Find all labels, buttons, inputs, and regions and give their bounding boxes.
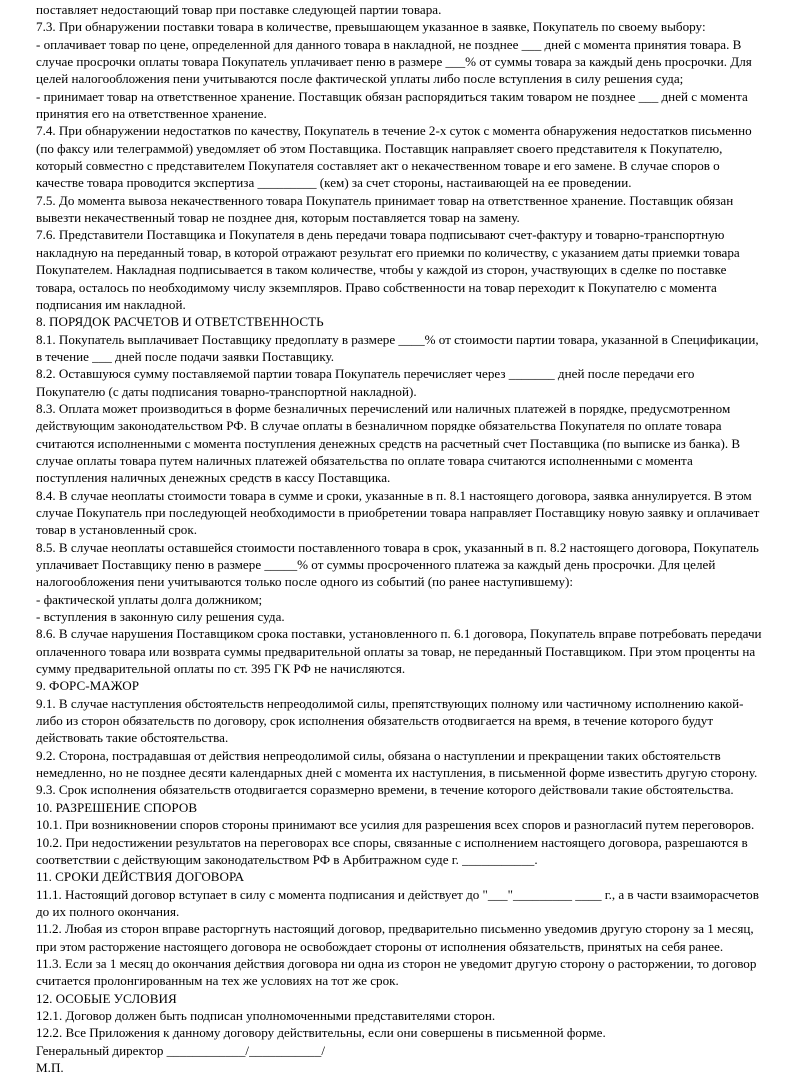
contract-paragraph: - вступления в законную силу решения суда. bbox=[36, 609, 285, 625]
section-heading: 8. ПОРЯДОК РАСЧЕТОВ И ОТВЕТСТВЕННОСТЬ bbox=[36, 314, 324, 330]
contract-paragraph: 12.1. Договор должен быть подписан уполномоченными представителями сторон. bbox=[36, 1007, 496, 1023]
contract-paragraph: 8.5. В случае неоплаты оставшейся стоимости поставленного товара в срок, указанный в п. 8.2 настоящего договора, Покупатель уплачивает Поставщику пеню в размере _____% от суммы просроченного платежа за каждый день просрочки. Для целей налогообложения пени учитываются только после одного из событий (по ранее наступившему): bbox=[36, 539, 759, 590]
signature-line: М.П. bbox=[36, 1059, 64, 1075]
section-heading: 9. ФОРС-МАЖОР bbox=[36, 678, 139, 694]
contract-paragraph: 10.1. При возникновении споров стороны принимают все усилия для разрешения всех споров и разногласий путем переговоров. bbox=[36, 817, 755, 833]
contract-paragraph: 9.1. В случае наступления обстоятельств непреодолимой силы, препятствующих полному или частичному исполнению какой-либо из сторон обязательств по договору, срок исполнения обязательств отодвигается на время, в течение которого будут действовать такие обстоятельства. bbox=[36, 695, 744, 746]
contract-paragraph: - фактической уплаты долга должником; bbox=[36, 591, 263, 607]
section-heading: 12. ОСОБЫЕ УСЛОВИЯ bbox=[36, 990, 177, 1006]
contract-paragraph: поставляет недостающий товар при поставке следующей партии товара. bbox=[36, 2, 442, 17]
document-body bbox=[36, 1, 765, 1076]
section-heading: 10. РАЗРЕШЕНИЕ СПОРОВ bbox=[36, 799, 198, 815]
contract-paragraph: 11.1. Настоящий договор вступает в силу с момента подписания и действует до "___"_________ ____ г., а в части взаиморасчетов до их полного окончания. bbox=[36, 886, 759, 919]
contract-paragraph: 8.6. В случае нарушения Поставщиком срока поставки, установленного п. 6.1 договора, Покупатель вправе потребовать передачи оплаченного товара или возврата суммы предварительной оплаты за товар, не переданный Поставщиком. При этом проценты на сумму предварительной оплаты по ст. 395 ГК РФ не начисляются. bbox=[36, 626, 762, 677]
contract-paragraph: 11.3. Если за 1 месяц до окончания действия договора ни одна из сторон не уведомит другую сторону о расторжении, то договор считается пролонгированным на тех же условиях на тот же срок. bbox=[36, 955, 757, 989]
contract-paragraph: 11.2. Любая из сторон вправе расторгнуть настоящий договор, предварительно письменно уведомив другую сторону за 1 месяц, при этом расторжение настоящего договора не освобождает стороны от исполнения обязательств, принятых на себя ранее. bbox=[36, 921, 754, 954]
contract-paragraph: 7.5. До момента вывоза некачественного товара Покупатель принимает товар на ответственное хранение. Поставщик обязан вывезти некачественный товар не позднее дня, которым поставляется товар на замену. bbox=[36, 192, 734, 226]
contract-paragraph: 7.4. При обнаружении недостатков по качеству, Покупатель в течение 2-х суток с момента обнаружения недостатков письменно (по факсу или телеграммой) уведомляет об этом Поставщика. Поставщик направляет своего представителя к Покупателю, который совместно с представителем Покупателя составляет акт о некачественном товаре и его замене. В случае споров о качестве товара проводится экспертиза _________ (кем) за счет стороны, настаивающей на ее проведении. bbox=[36, 123, 752, 191]
contract-paragraph: 7.3. При обнаружении поставки товара в количестве, превышающем указанное в заявке, Покупатель по своему выбору: bbox=[36, 19, 706, 35]
contract-paragraph: 9.3. Срок исполнения обязательств отодвигается соразмерно времени, в течение которого действовали такие обстоятельства. bbox=[36, 782, 734, 798]
section-heading: 11. СРОКИ ДЕЙСТВИЯ ДОГОВОРА bbox=[36, 869, 245, 885]
contract-paragraph: 8.3. Оплата может производиться в форме безналичных перечислений или наличных платежей в порядке, предусмотренном действующим законодательством РФ. В случае оплаты в безналичном порядке обязательства Покупателя по оплате товара считаются исполненными с момента поступления денежных средств на расчетный счет Поставщика (по выписке из банка). В случае оплаты товара путем наличных платежей обязательства по оплате товара считаются исполненными с момента поступления наличных денежных средств в кассу Поставщика. bbox=[36, 400, 741, 486]
contract-paragraph: 8.4. В случае неоплаты стоимости товара в сумме и сроки, указанные в п. 8.1 настоящего договора, заявка аннулируется. В этом случае Покупатель при последующей необходимости в приобретении товара направляет Поставщику новую заявку и оплачивает товар в установленный срок. bbox=[36, 487, 760, 538]
contract-paragraph: 9.2. Сторона, пострадавшая от действия непреодолимой силы, обязана о наступлении и прекращении таких обстоятельств немедленно, но не позднее десяти календарных дней с момента их наступления, в письменной форме известить другую сторону. bbox=[36, 747, 758, 781]
contract-paragraph: 10.2. При недостижении результатов на переговорах все споры, связанные с исполнением настоящего договора, разрешаются в соответствии с действующим законодательством РФ в Арбитражном суде г. ___________. bbox=[36, 834, 748, 867]
contract-paragraph: 12.2. Все Приложения к данному договору действительны, если они совершены в письменной форме. bbox=[36, 1025, 606, 1041]
contract-paragraph: - принимает товар на ответственное хранение. Поставщик обязан распорядиться таким товаром не позднее ___ дней с момента принятия его на ответственное хранение. bbox=[36, 88, 748, 122]
contract-paragraph: 8.1. Покупатель выплачивает Поставщику предоплату в размере ____% от стоимости партии товара, указанной в Спецификации, в течение ___ дней после подачи заявки Поставщику. bbox=[36, 331, 759, 364]
signature-line: Генеральный директор ____________/___________/ bbox=[36, 1042, 325, 1058]
contract-paragraph: 8.2. Оставшуюся сумму поставляемой партии товара Покупатель перечисляет через _______ дней после передачи его Покупателю (с даты подписания товарно-транспортной накладной). bbox=[36, 366, 695, 399]
contract-paragraph: 7.6. Представители Поставщика и Покупателя в день передачи товара подписывают счет-фактуру и товарно-транспортную накладную на переданный товар, в которой отражают результат его приемки по количеству, с указанием даты приемки товара Покупателем. Накладная подписывается в таком количестве, чтобы у каждой из сторон, участвующих в сделке по поставке товара, осталось по необходимому числу экземпляров. Право собственности на товар переходит к Покупателю с момента подписания им накладной. bbox=[36, 227, 740, 312]
contract-paragraph: - оплачивает товар по цене, определенной для данного товара в накладной, не позднее ___ дней с момента принятия товара. В случае просрочки оплаты товара Покупатель уплачивает пеню в размере ___% от суммы товара за каждый день просрочки. Для целей налогообложения пени учитываются после фактической уплаты либо после вступления в силу решения суда; bbox=[36, 36, 752, 87]
